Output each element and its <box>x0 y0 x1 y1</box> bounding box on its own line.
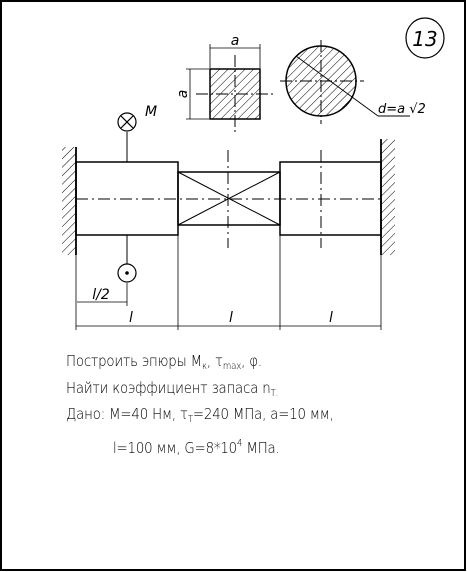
task-line-3: Дано: M=40 Нм, $\tau_Т=240$ МПа, a=10 мм, <box>66 405 334 425</box>
left-wall <box>62 147 76 255</box>
dim-len-3: l <box>329 310 333 326</box>
circle-section <box>280 40 426 124</box>
moment-symbol-2 <box>118 235 136 282</box>
right-wall <box>381 139 395 255</box>
moment-label: M <box>145 104 158 120</box>
problem-number-badge <box>406 18 444 58</box>
problem-number: 13 <box>412 27 438 51</box>
dim-a-top: a <box>230 33 240 49</box>
half-length-dim <box>77 283 127 306</box>
moment-symbol <box>118 104 157 162</box>
dim-half-length: l/2 <box>92 287 110 303</box>
task-line-1: Построить эпюры $M_к$, $\tau_{max}$, φ. <box>66 352 262 372</box>
task-line-2: Найти коэффициент запаса $n_{Т.}$ <box>66 379 279 399</box>
square-section <box>175 33 274 132</box>
length-dims <box>76 235 381 330</box>
dim-len-1: l <box>129 310 133 326</box>
task-line-4: l=100 мм, $G=8*10^4$ МПа. <box>113 438 280 457</box>
dim-len-2: l <box>229 310 233 326</box>
dim-diameter: d=a √2 <box>378 102 426 117</box>
dim-a-left: a <box>175 89 191 99</box>
shaft <box>76 150 381 248</box>
